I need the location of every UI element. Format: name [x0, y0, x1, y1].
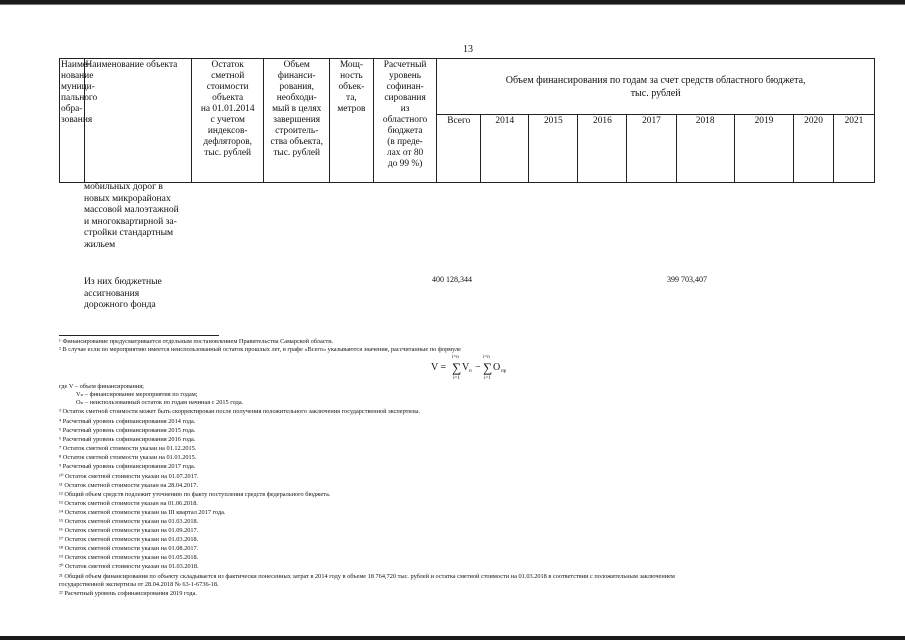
top-scan-border-thin: [0, 4, 905, 5]
bottom-scan-border: [0, 636, 905, 640]
where-line-1: где V – объем финансирования;: [59, 383, 144, 390]
header-year-2017: 2017: [627, 115, 676, 183]
header-year-2015: 2015: [529, 115, 578, 183]
footnote-5: ⁵ Расчетный уровень софинансирования 2015 года.: [59, 427, 196, 434]
object-name-continuation: мобильных дорог в новых микрорайонах массовой малоэтажной и многоквартирной за- стройки стандартным жильем: [84, 181, 179, 250]
footnote-11: ¹¹ Остаток сметной стоимости указан на 28.04.2017.: [59, 482, 198, 489]
header-financing-volume: Объем финанси- рования, необходи- мый в целях завершения строитель- ства объекта, тыс. рублей: [264, 59, 329, 183]
footnote-separator: [59, 335, 219, 336]
header-year-2019: 2019: [734, 115, 793, 183]
header-yearly-financing-group: Объем финансирования по годам за счет средств областного бюджета, тыс. рублей: [437, 59, 875, 115]
header-year-2020: 2020: [794, 115, 834, 183]
header-municipality: Наиме- нование муници- пального обра- зования: [60, 59, 85, 183]
footnote-22: ²² Расчетный уровень софинансирования 2019 года.: [59, 590, 197, 597]
footnote-7: ⁷ Остаток сметной стоимости указан на 01.12.2015.: [59, 445, 197, 452]
footnote-15: ¹⁵ Остаток сметной стоимости указан на 01.03.2018.: [59, 518, 199, 525]
road-fund-2018: 399 703,407: [667, 275, 707, 284]
footnote-16: ¹⁶ Остаток сметной стоимости указан на 01.09.2017.: [59, 527, 199, 534]
footnote-4: ⁴ Расчетный уровень софинансирования 2014 года.: [59, 418, 196, 425]
where-line-2: Vₙ – финансирование мероприятия по годам;: [76, 391, 198, 398]
footnote-13: ¹³ Остаток сметной стоимости указан на 01.06.2018.: [59, 500, 198, 507]
header-year-total: Всего: [437, 115, 481, 183]
footnote-10: ¹⁰ Остаток сметной стоимости указан на 01.07.2017.: [59, 473, 199, 480]
where-line-3: Oₙ – неиспользованный остаток по годам начиная с 2015 года.: [76, 399, 244, 406]
footnote-19: ¹⁹ Остаток сметной стоимости указан на 01.05.2018.: [59, 554, 199, 561]
footnote-17: ¹⁷ Остаток сметной стоимости указан на 01.03.2018.: [59, 536, 199, 543]
footnote-9: ⁹ Расчетный уровень софинансирования 2017 года.: [59, 463, 196, 470]
header-year-2018: 2018: [676, 115, 734, 183]
header-year-2021: 2021: [833, 115, 874, 183]
footnote-20: ²⁰ Остаток сметной стоимости указан на 01.03.2018.: [59, 563, 199, 570]
footnote-3: ³ Остаток сметной стоимости может быть скорректирован после получения положительного заключения государственной экспертизы.: [59, 408, 421, 415]
page-number: 13: [463, 44, 473, 55]
header-year-2016: 2016: [578, 115, 627, 183]
footnote-8: ⁸ Остаток сметной стоимости указан на 01.01.2015.: [59, 454, 197, 461]
footnote-6: ⁶ Расчетный уровень софинансирования 2016 года.: [59, 436, 196, 443]
header-table: [59, 58, 875, 183]
footnote-21: ²¹ Общий объем финансирования по объекту складывается из фактически понесенных затрат в 2014 году в объеме 18 764,720 тыс. рублей и остатка сметной стоимости на 01.03.2018 в соответствии с положительным заключением: [59, 573, 675, 580]
footnote-12: ¹² Общий объем средств подлежит уточнению по факту поступления средств федерального бюджета.: [59, 491, 331, 498]
footnote-18: ¹⁸ Остаток сметной стоимости указан на 01.08.2017.: [59, 545, 199, 552]
header-remaining-cost: Остаток сметной стоимости объекта на 01.01.2014 с учетом индексов- дефляторов, тыс. рублей: [191, 59, 264, 183]
header-capacity: Мощ- ность объек- та, метров: [329, 59, 373, 183]
footnote-14: ¹⁴ Остаток сметной стоимости указан на III квартал 2017 года.: [59, 509, 226, 516]
road-fund-total: 400 128,344: [432, 275, 472, 284]
header-object-name: Наименование объекта: [84, 59, 191, 183]
footnote-2: ² В случае если по мероприятию имеется неиспользованный остаток прошлых лет, в графе «Всего» указываются значения, рассчитанные по формуле: [59, 346, 461, 353]
header-year-2014: 2014: [481, 115, 529, 183]
footnote-1: ¹ Финансирование предусматривается отдельным постановлением Правительства Самарской области.: [59, 338, 334, 345]
formula: V = i=n ∑ i=1 V п − i=n ∑ i=1 O пр: [431, 355, 507, 381]
header-cofinancing-level: Расчетный уровень софинан- сирования из областного бюджета (в преде- лах от 80 до 99 %): [373, 59, 436, 183]
footnote-21-continued: государственной экспертизы от 28.04.2018 № 63-1-6736-18.: [59, 581, 219, 588]
road-fund-label: Из них бюджетные ассигнования дорожного фонда: [84, 276, 162, 310]
